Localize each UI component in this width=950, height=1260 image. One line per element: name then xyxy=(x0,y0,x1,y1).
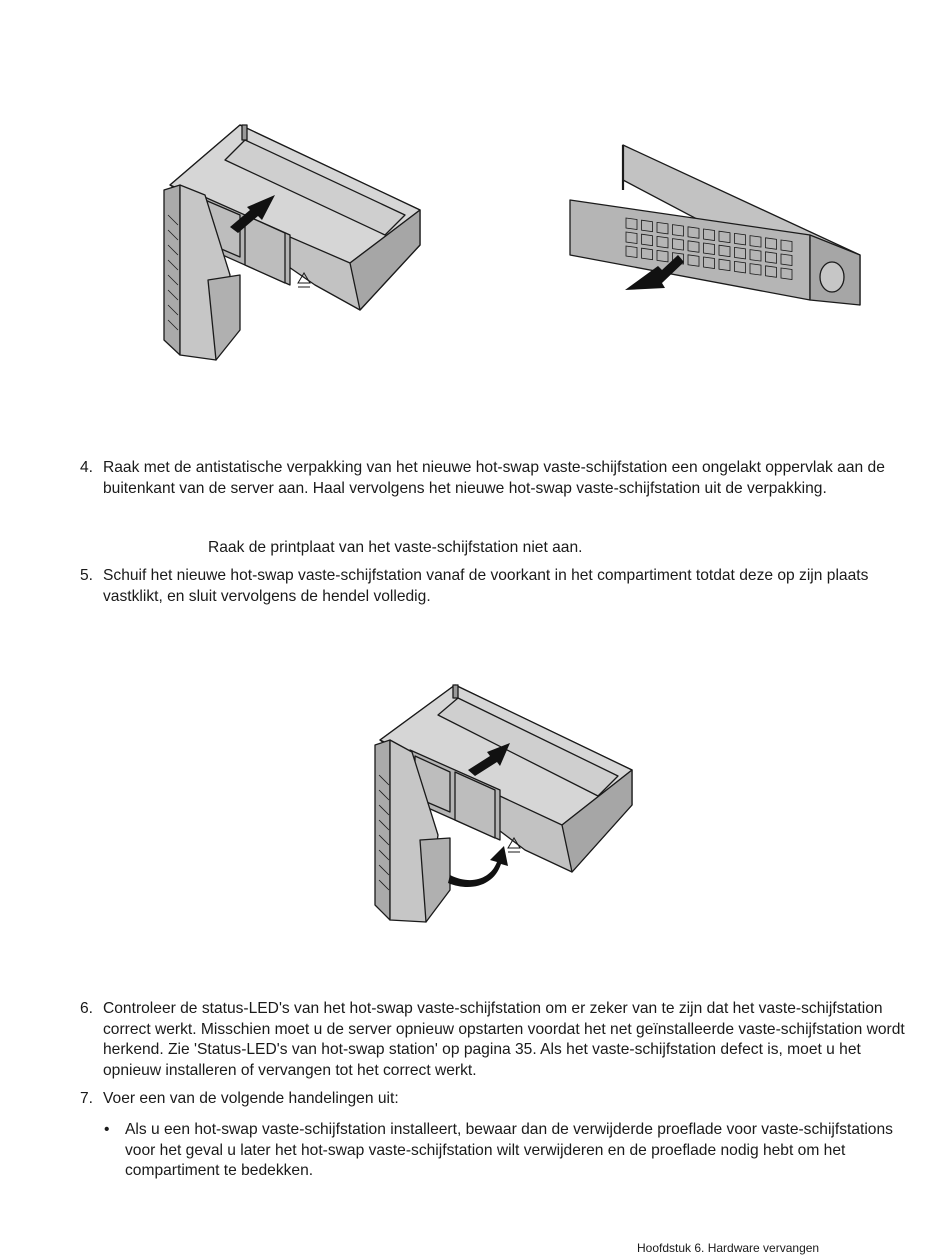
step-text: Schuif het nieuwe hot-swap vaste-schijfstation vanaf de voorkant in het compartiment totdat deze op zijn plaats vastklikt, en sluit vervolgens de hendel volledig. xyxy=(103,567,869,605)
filler-panel-removal-illustration xyxy=(560,140,870,315)
drive-installation-illustration xyxy=(360,680,650,930)
step-number: 7. xyxy=(80,1090,94,1107)
bullet-item xyxy=(104,1120,904,1182)
step-text: Controleer de status-LED's van het hot-swap vaste-schijfstation om er zeker van te zijn dat het vaste-schijfstation correct werkt. Misschien moet u de server opnieuw opstarten voordat het net geïnstalleerde vaste-schijfstation wordt herkend. Zie 'Status-LED's van hot-swap station' op pagina 35. Als het vaste-schijfstation defect is, moet u het opnieuw installeren of vervangen tot het correct werkt. xyxy=(103,1000,905,1079)
step-text: Raak met de antistatische verpakking van het nieuwe hot-swap vaste-schijfstation een ongelakt oppervlak aan de buitenkant van de server aan. Haal vervolgens het nieuwe hot-swap vaste-schijfstation uit de verpakking. xyxy=(103,459,885,497)
step-6 xyxy=(80,999,910,1081)
step-5 xyxy=(80,566,910,607)
step-number: 5. xyxy=(80,567,94,584)
filler-panel-button xyxy=(820,262,844,292)
step-number: 4. xyxy=(80,459,94,476)
step-number: 6. xyxy=(80,1000,94,1017)
arrow-rotate-icon xyxy=(448,846,508,887)
attention-note: Raak de printplaat van het vaste-schijfstation niet aan. xyxy=(208,539,583,556)
bullet-text: Als u een hot-swap vaste-schijfstation installeert, bewaar dan de verwijderde proeflade voor vaste-schijfstations voor het geval u later het hot-swap vaste-schijfstation wilt verwijderen en de proeflade nodig hebt om het compartiment te bedekken. xyxy=(125,1121,893,1180)
bullet-marker: • xyxy=(104,1121,110,1138)
drive-removal-illustration xyxy=(150,115,440,370)
page-footer: Hoofdstuk 6. Hardware vervangen xyxy=(637,1241,820,1255)
step-4 xyxy=(80,458,910,499)
step-text: Voer een van de volgende handelingen uit: xyxy=(103,1090,399,1107)
step-7 xyxy=(80,1089,910,1110)
